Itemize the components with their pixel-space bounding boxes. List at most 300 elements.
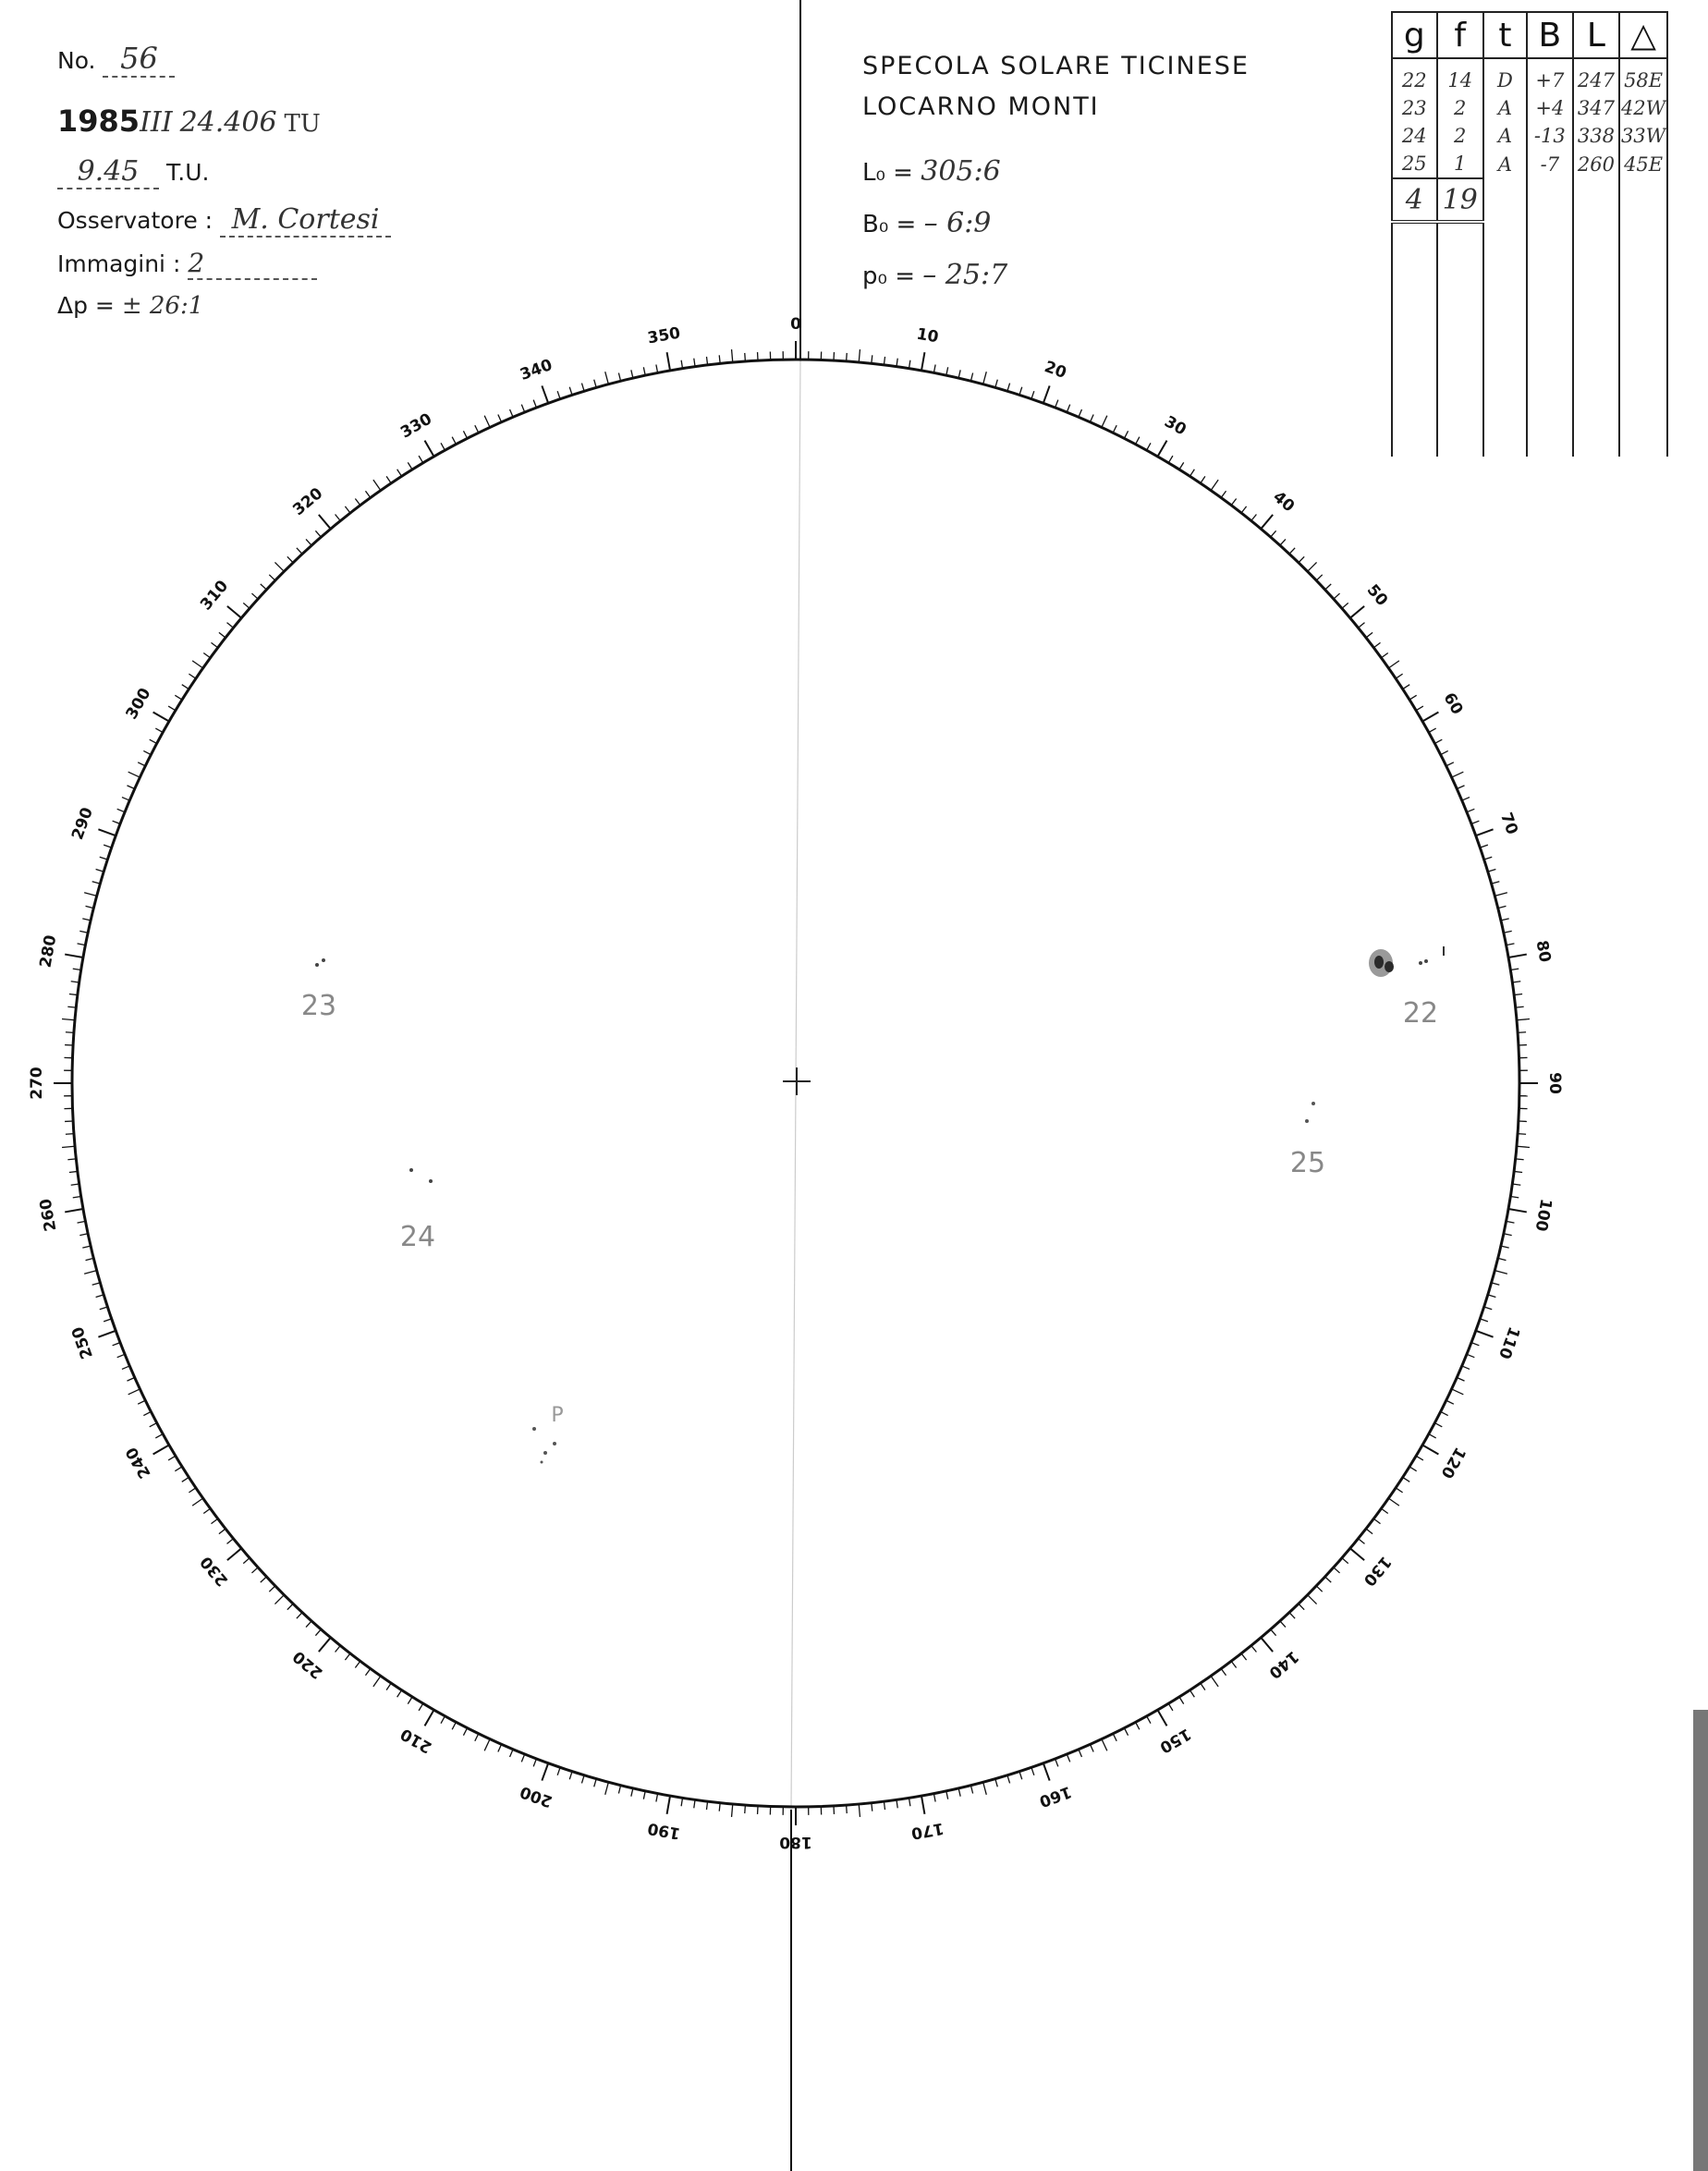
- limb-tick: [219, 1529, 226, 1534]
- limb-tick: [355, 498, 360, 505]
- limb-tick: [192, 1498, 202, 1506]
- limb-tick: [441, 443, 445, 450]
- limb-tick: [386, 476, 391, 482]
- limb-tick: [1113, 1734, 1116, 1741]
- limb-tick: [1381, 1508, 1387, 1513]
- limb-tick: [1102, 1739, 1107, 1751]
- tick-label-200: 200: [518, 1782, 555, 1811]
- limb-tick: [1403, 1477, 1410, 1482]
- limb-tick: [100, 857, 108, 860]
- limb-tick: [1498, 1258, 1507, 1260]
- limb-tick: [150, 1423, 157, 1427]
- limb-tick: [1504, 931, 1512, 933]
- cell-latitude: +7: [1527, 67, 1573, 94]
- tick-label-110: 110: [1494, 1323, 1523, 1361]
- limb-tick: [594, 1779, 596, 1787]
- limb-tick: [78, 1221, 86, 1223]
- limb-tick: [261, 584, 267, 590]
- limb-tick: [1422, 1445, 1438, 1455]
- limb-tick: [970, 1786, 972, 1794]
- cell-type: A: [1483, 150, 1527, 178]
- umbra: [1385, 961, 1394, 972]
- cell-spots: 2: [1437, 94, 1483, 122]
- limb-tick: [62, 1146, 75, 1147]
- limb-tick: [113, 821, 120, 823]
- images-value: 2: [188, 248, 317, 280]
- limb-tick: [336, 1646, 341, 1653]
- limb-tick: [1007, 384, 1010, 392]
- limb-tick: [1201, 476, 1205, 482]
- limb-tick: [227, 623, 234, 628]
- limb-tick: [1124, 1728, 1128, 1736]
- limb-tick: [62, 1019, 75, 1020]
- limb-tick: [1102, 416, 1107, 428]
- cell-delta: 45E: [1619, 150, 1667, 178]
- cell-latitude: -13: [1527, 122, 1573, 150]
- limb-tick: [510, 1750, 514, 1757]
- limb-tick: [345, 506, 350, 513]
- limb-tick: [1467, 1354, 1474, 1357]
- spot: [553, 1442, 556, 1445]
- limb-tick: [287, 1604, 293, 1609]
- limb-tick: [983, 372, 987, 384]
- limb-tick: [155, 1434, 163, 1438]
- tick-label-40: 40: [1269, 487, 1299, 517]
- limb-tick: [373, 480, 381, 490]
- limb-tick: [1494, 1271, 1507, 1275]
- limb-tick: [1508, 1209, 1527, 1212]
- observatory-location: LOCARNO MONTI: [862, 92, 1100, 121]
- limb-tick: [373, 1676, 381, 1686]
- limb-tick: [643, 1791, 645, 1799]
- tick-label-160: 160: [1036, 1782, 1074, 1811]
- limb-tick: [122, 1366, 129, 1370]
- total-groups: 4: [1392, 178, 1437, 222]
- limb-tick: [533, 1759, 536, 1766]
- limb-tick: [1441, 1411, 1448, 1415]
- limb-tick: [153, 1445, 169, 1455]
- date-month: III: [140, 106, 173, 139]
- limb-tick: [261, 1577, 267, 1582]
- date-year: 1985: [57, 104, 140, 139]
- P0-value: – 25:7: [922, 259, 1008, 291]
- limb-tick: [1462, 1366, 1470, 1370]
- cell-group: 24: [1392, 122, 1437, 150]
- limb-tick: [605, 372, 609, 384]
- limb-tick: [1325, 1577, 1332, 1582]
- limb-tick: [1019, 387, 1022, 396]
- limb-tick: [1147, 443, 1151, 450]
- tick-label-340: 340: [518, 356, 555, 384]
- time-unit: T.U.: [165, 159, 210, 186]
- limb-tick: [1079, 1750, 1082, 1757]
- limb-tick: [182, 1477, 189, 1482]
- limb-tick: [408, 1697, 412, 1704]
- number-value: 56: [103, 41, 175, 78]
- limb-tick: [1019, 1772, 1022, 1780]
- limb-tick: [1422, 713, 1438, 722]
- limb-tick: [227, 1548, 241, 1560]
- limb-tick: [1518, 1134, 1526, 1135]
- limb-tick: [127, 1377, 134, 1381]
- limb-tick: [745, 353, 746, 361]
- limb-tick: [933, 1794, 935, 1802]
- tick-label-0: 0: [790, 315, 801, 334]
- umbra: [1374, 956, 1384, 969]
- limb-tick: [1446, 762, 1454, 766]
- limb-tick: [995, 1779, 997, 1787]
- limb-tick: [1388, 1498, 1398, 1506]
- limb-tick: [1280, 1621, 1286, 1628]
- limb-tick: [1498, 906, 1507, 908]
- limb-tick: [1251, 515, 1257, 521]
- limb-tick: [386, 1683, 391, 1689]
- limb-tick: [581, 1775, 584, 1784]
- limb-tick: [1055, 1759, 1058, 1766]
- limb-tick: [498, 414, 502, 421]
- limb-tick: [1517, 1146, 1530, 1147]
- limb-tick: [1501, 919, 1509, 921]
- cell-group: 25: [1392, 150, 1437, 178]
- limb-tick: [73, 1196, 81, 1197]
- limb-tick: [1480, 1319, 1488, 1322]
- limb-tick: [189, 674, 195, 678]
- limb-tick: [1409, 1467, 1417, 1471]
- limb-tick: [510, 409, 514, 417]
- limb-tick: [122, 798, 129, 801]
- limb-tick: [192, 661, 202, 668]
- tick-label-20: 20: [1042, 358, 1069, 383]
- limb-tick: [86, 1258, 94, 1260]
- limb-tick: [365, 1668, 370, 1675]
- cell-delta: 42W: [1619, 94, 1667, 122]
- limb-tick: [150, 739, 157, 743]
- spot: [409, 1168, 413, 1172]
- limb-tick: [1090, 414, 1093, 421]
- tick-label-220: 220: [289, 1646, 327, 1682]
- cell-group: 22: [1392, 67, 1437, 94]
- limb-tick: [1241, 1653, 1247, 1660]
- L0-value: 305:6: [921, 155, 1001, 188]
- limb-tick: [1350, 606, 1364, 618]
- limb-tick: [1124, 431, 1128, 438]
- limb-tick: [498, 1744, 502, 1751]
- limb-tick: [297, 1613, 302, 1619]
- limb-tick: [1467, 809, 1474, 811]
- limb-tick: [605, 1782, 609, 1795]
- limb-tick: [1201, 1683, 1205, 1689]
- pore-group: [532, 1427, 556, 1464]
- limb-tick: [1289, 548, 1295, 555]
- sunspot-group-23: [315, 958, 325, 967]
- limb-tick: [297, 548, 302, 555]
- limb-tick: [1136, 1722, 1140, 1729]
- limb-tick: [84, 1271, 97, 1275]
- limb-tick: [1334, 1567, 1340, 1573]
- limb-tick: [1507, 1221, 1515, 1223]
- limb-tick: [251, 1567, 258, 1573]
- limb-tick: [1342, 1558, 1348, 1564]
- limb-tick: [631, 1788, 633, 1797]
- limb-tick: [1113, 425, 1116, 433]
- limb-tick: [345, 1653, 350, 1660]
- limb-tick: [65, 1209, 83, 1212]
- tick-label-250: 250: [68, 1323, 97, 1361]
- limb-tick: [1366, 632, 1372, 638]
- sunspot-group-22: [1369, 946, 1444, 977]
- tick-label-100: 100: [1531, 1197, 1556, 1233]
- limb-tick: [1434, 1423, 1442, 1427]
- tick-label-180: 180: [779, 1833, 812, 1851]
- observatory-name: SPECOLA SOLARE TICINESE: [862, 52, 1250, 80]
- limb-tick: [113, 1343, 120, 1346]
- limb-tick: [1484, 857, 1493, 860]
- limb-tick: [1261, 515, 1273, 529]
- tick-label-300: 300: [122, 685, 155, 723]
- limb-tick: [117, 1354, 125, 1357]
- cell-type: D: [1483, 67, 1527, 94]
- limb-tick: [1476, 1331, 1494, 1337]
- limb-tick: [1510, 969, 1519, 970]
- header-L: L: [1573, 12, 1620, 58]
- limb-tick: [656, 365, 658, 373]
- B0-value: – 6:9: [923, 207, 992, 239]
- limb-tick: [175, 1467, 182, 1471]
- delta-value: ± 26:1: [121, 292, 204, 320]
- limb-tick: [1359, 623, 1365, 628]
- limb-tick: [1168, 1703, 1173, 1711]
- tick-label-60: 60: [1439, 689, 1467, 718]
- limb-tick: [66, 1032, 74, 1033]
- limb-tick: [1396, 1488, 1402, 1493]
- limb-tick: [86, 906, 94, 908]
- tick-label-170: 170: [909, 1818, 946, 1843]
- limb-tick: [452, 437, 456, 445]
- limb-tick: [1179, 1697, 1184, 1704]
- tick-label-80: 80: [1531, 939, 1555, 964]
- spot: [541, 1461, 543, 1464]
- limb-tick: [98, 829, 116, 835]
- limb-tick: [1416, 1456, 1423, 1460]
- group-label-25: 25: [1289, 1147, 1326, 1179]
- number-label: No.: [57, 47, 96, 74]
- spot: [543, 1451, 547, 1455]
- limb-tick: [1429, 728, 1436, 732]
- limb-tick: [1494, 893, 1507, 896]
- limb-tick: [269, 1586, 274, 1592]
- limb-tick: [104, 1319, 112, 1322]
- limb-tick: [1211, 480, 1218, 490]
- cell-spots: 2: [1437, 122, 1483, 150]
- limb-tick: [1359, 1539, 1365, 1544]
- limb-tick: [397, 1690, 402, 1698]
- limb-tick: [847, 353, 848, 361]
- limb-tick: [542, 385, 548, 403]
- tick-label-270: 270: [28, 1067, 46, 1100]
- limb-tick: [983, 1782, 987, 1795]
- limb-tick: [1504, 1234, 1512, 1236]
- limb-tick: [408, 462, 412, 470]
- limb-tick: [1403, 685, 1410, 689]
- limb-tick: [315, 1629, 321, 1636]
- header-B: B: [1527, 12, 1573, 58]
- limb-tick: [463, 1728, 467, 1736]
- limb-tick: [1158, 1710, 1167, 1726]
- tick-label-90: 90: [1545, 1072, 1564, 1094]
- limb-tick: [1517, 1019, 1530, 1020]
- limb-tick: [1488, 869, 1496, 872]
- tick-label-260: 260: [36, 1197, 61, 1233]
- cell-longitude: 260: [1573, 150, 1620, 178]
- limb-tick: [1079, 409, 1082, 417]
- limb-tick: [182, 685, 189, 689]
- limb-tick: [1280, 539, 1286, 545]
- limb-tick: [143, 750, 151, 754]
- cell-longitude: 247: [1573, 67, 1620, 94]
- limb-tick: [355, 1661, 360, 1667]
- header-f: f: [1437, 12, 1483, 58]
- total-spots: 19: [1437, 178, 1483, 222]
- limb-tick: [859, 349, 860, 362]
- header-delta: △: [1619, 12, 1667, 58]
- limb-tick: [958, 370, 960, 378]
- tick-label-350: 350: [646, 323, 682, 348]
- limb-tick: [1501, 1246, 1509, 1248]
- limb-tick: [1221, 491, 1226, 497]
- limb-tick: [1350, 1548, 1364, 1560]
- tick-label-140: 140: [1264, 1646, 1302, 1682]
- limb-tick: [970, 373, 972, 382]
- limb-tick: [319, 1638, 331, 1652]
- limb-tick: [306, 539, 311, 545]
- limb-tick: [1510, 1196, 1519, 1197]
- limb-tick: [306, 1621, 311, 1628]
- L0-label: L₀ =: [862, 159, 913, 187]
- limb-tick: [336, 515, 341, 521]
- spot: [315, 963, 319, 967]
- limb-tick: [189, 1488, 195, 1493]
- limb-tick: [84, 893, 97, 896]
- limb-tick: [1308, 1595, 1317, 1604]
- limb-tick: [251, 593, 258, 599]
- limb-tick: [1366, 1529, 1372, 1534]
- pore-label: P: [551, 1404, 564, 1427]
- limb-tick: [1090, 1744, 1093, 1751]
- observer-value: M. Cortesi: [220, 203, 391, 238]
- limb-tick: [995, 380, 997, 388]
- spot: [1424, 959, 1428, 963]
- limb-tick: [1055, 400, 1058, 408]
- header-g: g: [1392, 12, 1437, 58]
- limb-tick: [1221, 1668, 1226, 1675]
- limb-tick: [211, 642, 217, 647]
- limb-tick: [138, 1400, 145, 1404]
- limb-tick: [78, 944, 86, 945]
- header-t: t: [1483, 12, 1527, 58]
- limb-tick: [1416, 706, 1423, 711]
- limb-tick: [484, 416, 490, 428]
- limb-tick: [1289, 1613, 1295, 1619]
- limb-tick: [1147, 1716, 1151, 1724]
- limb-tick: [1476, 829, 1494, 835]
- spot: [429, 1179, 433, 1183]
- limb-tick: [138, 762, 145, 766]
- limb-tick: [1251, 1646, 1257, 1653]
- time-value: 9.45: [57, 155, 159, 189]
- limb-tick: [1271, 1629, 1276, 1636]
- limb-tick: [569, 1772, 572, 1780]
- limb-tick: [73, 969, 81, 970]
- limb-tick: [732, 1804, 733, 1817]
- limb-tick: [128, 1389, 140, 1395]
- limb-tick: [227, 1539, 234, 1544]
- limb-tick: [287, 556, 293, 562]
- limb-tick: [484, 1739, 490, 1751]
- tick-label-70: 70: [1496, 810, 1521, 837]
- limb-tick: [96, 869, 104, 872]
- limb-tick: [1316, 1586, 1322, 1592]
- images-label: Immagini :: [57, 250, 181, 277]
- limb-tick: [1325, 584, 1332, 590]
- limb-tick: [946, 367, 948, 375]
- cell-latitude: +4: [1527, 94, 1573, 122]
- limb-tick: [1457, 786, 1464, 789]
- limb-tick: [1409, 695, 1417, 700]
- limb-tick: [1381, 653, 1387, 657]
- limb-tick: [425, 1710, 434, 1726]
- limb-tick: [79, 931, 88, 933]
- limb-tick: [1158, 441, 1167, 457]
- limb-tick: [1452, 1389, 1464, 1395]
- limb-tick: [1342, 603, 1348, 608]
- limb-tick: [1031, 1767, 1034, 1775]
- tick-label-150: 150: [1156, 1724, 1194, 1757]
- limb-tick: [1492, 1283, 1500, 1285]
- limb-tick: [1308, 562, 1317, 571]
- tick-label-330: 330: [397, 409, 435, 443]
- tick-label-310: 310: [197, 577, 233, 615]
- limb-tick: [1388, 661, 1398, 668]
- limb-tick: [66, 1134, 74, 1135]
- tick-label-290: 290: [68, 805, 97, 843]
- limb-tick: [1452, 772, 1464, 777]
- scan-edge: [1693, 1710, 1708, 2171]
- limb-tick: [533, 400, 536, 408]
- limb-tick: [1043, 1763, 1050, 1781]
- limb-tick: [958, 1788, 960, 1797]
- limb-tick: [521, 1754, 524, 1762]
- limb-tick: [656, 1794, 658, 1802]
- tick-label-240: 240: [122, 1444, 155, 1482]
- cell-type: A: [1483, 94, 1527, 122]
- limb-tick: [921, 1796, 924, 1814]
- limb-tick: [1190, 470, 1194, 477]
- limb-tick: [452, 1722, 456, 1729]
- limb-tick: [521, 405, 524, 412]
- limb-tick: [1462, 798, 1470, 801]
- limb-tick: [1373, 1518, 1380, 1523]
- limb-tick: [1396, 674, 1402, 678]
- tick-label-30: 30: [1161, 412, 1190, 440]
- limb-tick: [425, 441, 434, 457]
- limb-tick: [1067, 1754, 1069, 1762]
- limb-tick: [1299, 556, 1304, 562]
- limb-tick: [643, 367, 645, 375]
- limb-tick: [175, 695, 182, 700]
- limb-tick: [1271, 531, 1276, 537]
- limb-tick: [847, 1805, 848, 1813]
- cell-delta: 33W: [1619, 122, 1667, 150]
